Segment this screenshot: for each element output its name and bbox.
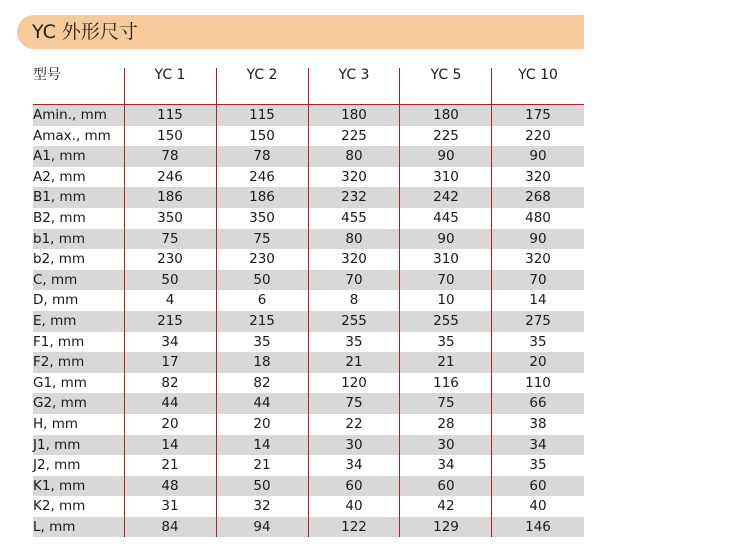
table-cell: 75	[437, 395, 455, 412]
table-cell: 180	[433, 107, 459, 123]
table-cell: 310	[433, 168, 459, 185]
header-model: YC 1	[154, 67, 186, 83]
header-model: YC 5	[430, 67, 462, 83]
table-cell: 129	[433, 518, 459, 535]
table-cell: 268	[525, 189, 551, 206]
column-divider	[308, 68, 309, 537]
row-label: b1, mm	[33, 230, 86, 247]
row-label: B1, mm	[33, 189, 86, 206]
row-label: J2, mm	[33, 457, 81, 474]
table-cell: 40	[529, 498, 547, 515]
table-cell: 8	[349, 292, 359, 309]
row-label: E, mm	[33, 312, 77, 329]
table-cell: 232	[341, 189, 367, 206]
row-label: G1, mm	[33, 374, 87, 391]
header-model: YC 10	[518, 67, 558, 83]
table-cell: 90	[437, 230, 455, 247]
table-cell: 115	[249, 107, 275, 123]
table-cell: 34	[161, 333, 179, 350]
table-cell: 34	[437, 457, 455, 474]
table-cell: 115	[157, 107, 183, 123]
table-cell: 21	[345, 354, 363, 371]
table-cell: 80	[345, 230, 363, 247]
table-cell: 14	[253, 436, 271, 453]
table-cell: 50	[161, 271, 179, 288]
table-cell: 310	[433, 251, 459, 268]
table-cell: 175	[525, 107, 551, 123]
table-cell: 455	[341, 209, 367, 226]
table-cell: 78	[161, 148, 179, 165]
row-label: A2, mm	[33, 168, 86, 185]
table-cell: 60	[529, 477, 547, 494]
table-cell: 70	[345, 271, 363, 288]
table-cell: 180	[341, 107, 367, 123]
header-model-label: 型号	[33, 67, 61, 83]
row-label: F2, mm	[33, 354, 85, 371]
table-cell: 21	[437, 354, 455, 371]
table-cell: 32	[253, 498, 271, 515]
row-label: A1, mm	[33, 148, 86, 165]
table-cell: 75	[161, 230, 179, 247]
table-cell: 82	[161, 374, 179, 391]
table-cell: 75	[253, 230, 271, 247]
table-cell: 320	[525, 168, 551, 185]
table-cell: 60	[437, 477, 455, 494]
table-cell: 4	[165, 292, 175, 309]
table-cell: 50	[253, 477, 271, 494]
table-cell: 20	[529, 354, 547, 371]
column-divider	[216, 68, 217, 537]
table-cell: 30	[345, 436, 363, 453]
row-label: C, mm	[33, 271, 78, 288]
table-cell: 21	[253, 457, 271, 474]
column-divider	[124, 68, 125, 537]
table-cell: 350	[157, 209, 183, 226]
table-cell: 20	[253, 415, 271, 432]
table-cell: 66	[529, 395, 547, 412]
table-cell: 14	[161, 436, 179, 453]
table-cell: 60	[345, 477, 363, 494]
table-cell: 38	[529, 415, 547, 432]
table-cell: 225	[341, 127, 367, 144]
table-cell: 18	[253, 354, 271, 371]
table-cell: 90	[529, 230, 547, 247]
table-cell: 120	[341, 374, 367, 391]
row-label: K1, mm	[33, 477, 86, 494]
table-cell: 84	[161, 518, 179, 535]
table-cell: 110	[525, 374, 551, 391]
table-cell: 70	[529, 271, 547, 288]
table-cell: 275	[525, 312, 551, 329]
row-label: H, mm	[33, 415, 79, 432]
row-label: Amin., mm	[33, 107, 107, 123]
table-cell: 320	[341, 168, 367, 185]
table-cell: 50	[253, 271, 271, 288]
table-cell: 90	[529, 148, 547, 165]
table-cell: 246	[249, 168, 275, 185]
column-divider	[491, 68, 492, 537]
table-cell: 82	[253, 374, 271, 391]
row-label: D, mm	[33, 292, 79, 309]
table-cell: 14	[529, 292, 547, 309]
table-cell: 31	[161, 498, 179, 515]
table-cell: 220	[525, 127, 551, 144]
table-cell: 122	[341, 518, 367, 535]
table-cell: 48	[161, 477, 179, 494]
table-cell: 22	[345, 415, 363, 432]
dimension-table	[33, 68, 584, 537]
table-cell: 90	[437, 148, 455, 165]
table-cell: 35	[345, 333, 363, 350]
table-cell: 146	[525, 518, 551, 535]
table-cell: 186	[157, 189, 183, 206]
row-label: K2, mm	[33, 498, 86, 515]
table-cell: 225	[433, 127, 459, 144]
table-cell: 320	[341, 251, 367, 268]
table-cell: 10	[437, 292, 455, 309]
table-cell: 350	[249, 209, 275, 226]
table-cell: 80	[345, 148, 363, 165]
table-cell: 445	[433, 209, 459, 226]
table-cell: 230	[157, 251, 183, 268]
row-label: L, mm	[33, 518, 76, 535]
table-cell: 20	[161, 415, 179, 432]
table-cell: 35	[529, 333, 547, 350]
table-cell: 116	[433, 374, 459, 391]
table-cell: 30	[437, 436, 455, 453]
table-cell: 255	[341, 312, 367, 329]
header-model: YC 2	[246, 67, 278, 83]
table-cell: 44	[253, 395, 271, 412]
table-cell: 78	[253, 148, 271, 165]
table-cell: 35	[437, 333, 455, 350]
row-label: Amax., mm	[33, 127, 111, 144]
table-cell: 75	[345, 395, 363, 412]
table-cell: 246	[157, 168, 183, 185]
row-label: F1, mm	[33, 333, 85, 350]
column-divider	[399, 68, 400, 537]
table-cell: 42	[437, 498, 455, 515]
row-label: J1, mm	[33, 436, 81, 453]
table-cell: 186	[249, 189, 275, 206]
row-label: B2, mm	[33, 209, 86, 226]
table-cell: 28	[437, 415, 455, 432]
section-title: YC 外形尺寸	[17, 15, 584, 49]
table-cell: 6	[257, 292, 267, 309]
table-cell: 44	[161, 395, 179, 412]
table-cell: 242	[433, 189, 459, 206]
table-cell: 35	[529, 457, 547, 474]
table-cell: 215	[249, 312, 275, 329]
row-label: b2, mm	[33, 251, 86, 268]
table-cell: 17	[161, 354, 179, 371]
header-model: YC 3	[338, 67, 370, 83]
table-cell: 230	[249, 251, 275, 268]
table-cell: 150	[157, 127, 183, 144]
table-cell: 480	[525, 209, 551, 226]
table-cell: 40	[345, 498, 363, 515]
table-cell: 35	[253, 333, 271, 350]
table-cell: 255	[433, 312, 459, 329]
table-cell: 34	[345, 457, 363, 474]
table-cell: 94	[253, 518, 271, 535]
table-cell: 150	[249, 127, 275, 144]
table-cell: 34	[529, 436, 547, 453]
table-cell: 215	[157, 312, 183, 329]
row-label: G2, mm	[33, 395, 87, 412]
table-cell: 320	[525, 251, 551, 268]
table-cell: 21	[161, 457, 179, 474]
table-cell: 70	[437, 271, 455, 288]
